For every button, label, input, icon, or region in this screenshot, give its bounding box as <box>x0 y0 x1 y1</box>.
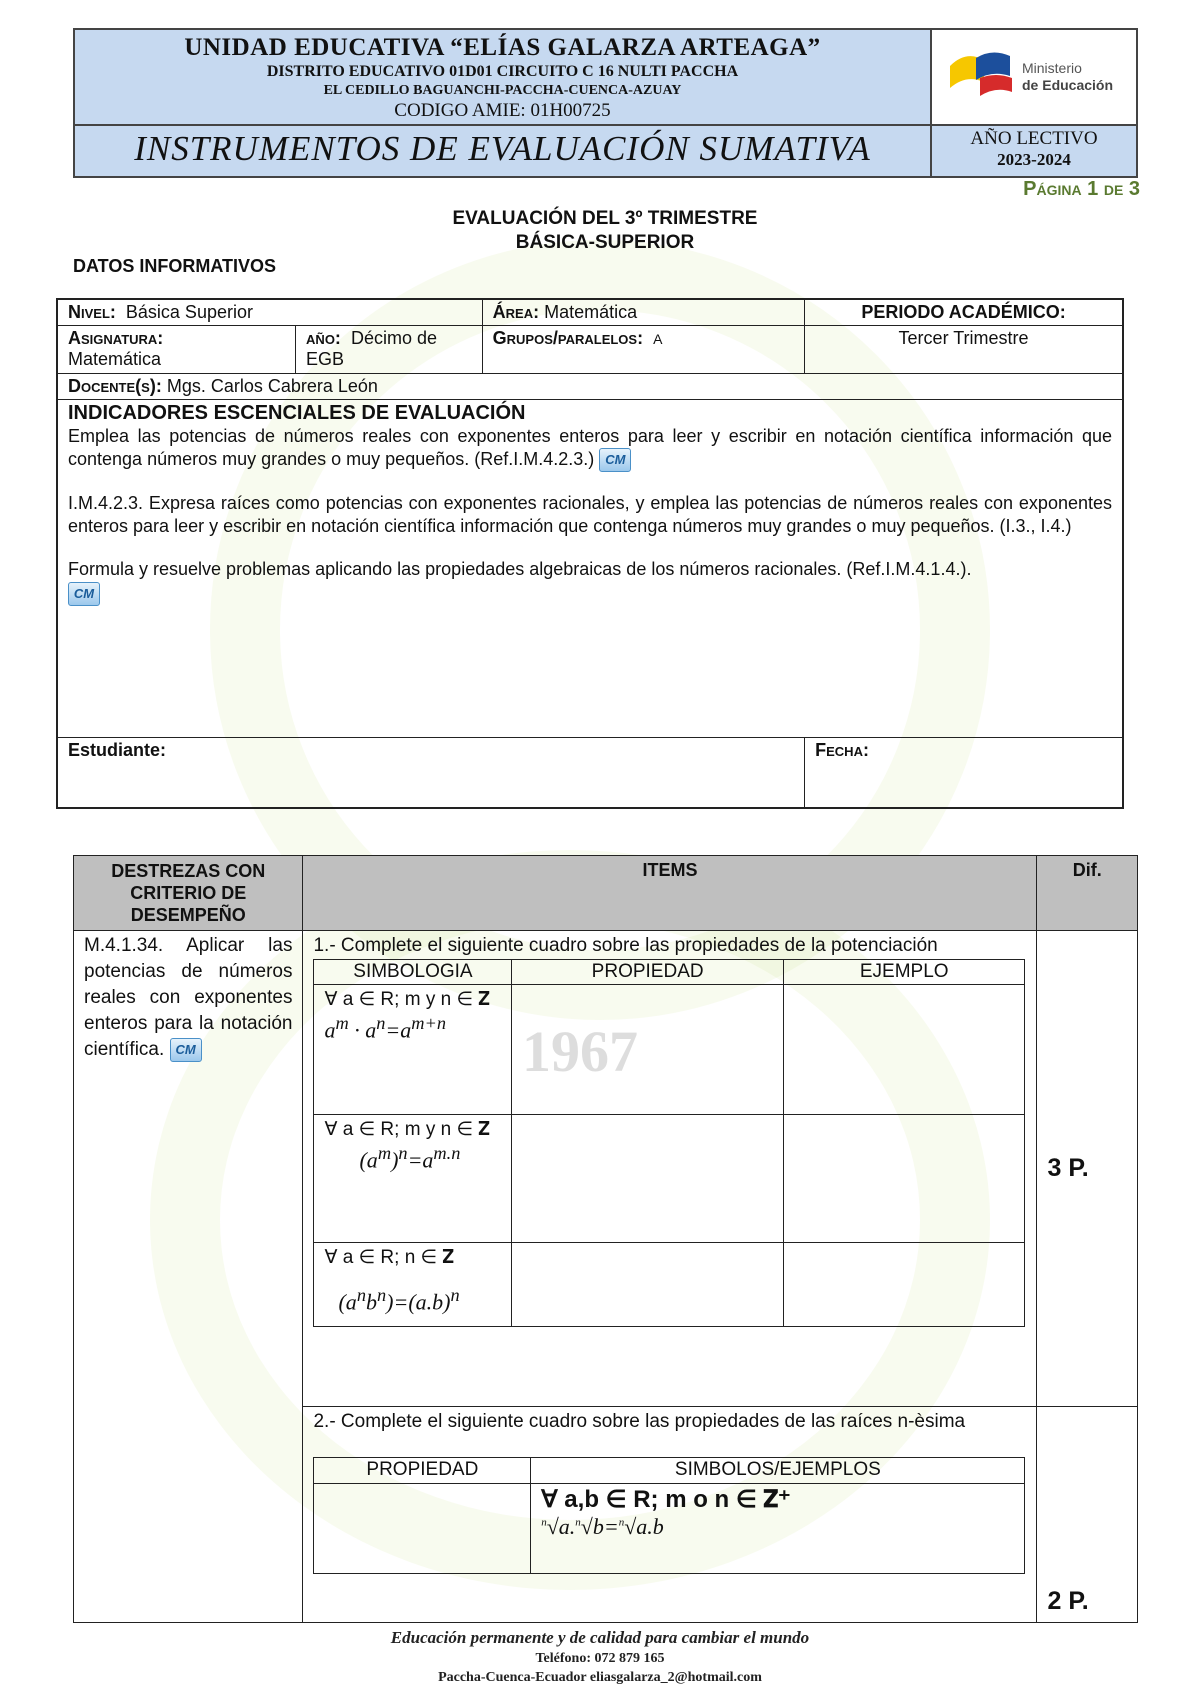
school-location: EL CEDILLO BAGUANCHI-PACCHA-CUENCA-AZUAY <box>323 83 682 98</box>
school-year: 2023-2024 <box>997 150 1071 169</box>
formula-product-power: $(a^nb^n)=(a.b)^n$ <box>338 1285 460 1315</box>
formula-power-of-power: $(a^m)^n=a^{m.n}$ <box>359 1143 461 1173</box>
datos-informativos: DATOS INFORMATIVOS <box>73 256 277 276</box>
question-2-cell <box>303 1407 1037 1623</box>
q1-header-simbologia: SIMBOLOGIA <box>314 960 512 985</box>
evaluation-title: EVALUACIÓN DEL 3º TRIMESTRE <box>452 208 758 229</box>
asignatura-value: Matemática <box>68 349 162 369</box>
anio-value: Décimo de EGB <box>306 328 437 369</box>
school-year-label: AÑO LECTIVO <box>970 128 1098 149</box>
area-cell: Área: Matemática <box>482 299 804 326</box>
page-number: Página 1 de 3 <box>1023 178 1140 200</box>
indicadores-cell <box>57 400 1123 738</box>
q1-row-2-symbol: ∀ a ∈ R; m y n ∈ 𝐙 $(a^m)^n=a^{m.n}$ <box>314 1115 512 1243</box>
q1-row-1-symbol: ∀ a ∈ R; m y n ∈ 𝐙 $a^m \cdot a^n=a^{m+n}$ <box>314 985 512 1115</box>
q2-header-simbolos: SIMBOLOS/EJEMPLOS <box>531 1458 1025 1484</box>
nivel-value: Básica Superior <box>125 302 253 322</box>
document-title-box <box>73 126 932 178</box>
periodo-label: PERIODO ACADÉMICO: <box>805 299 1123 326</box>
indicador-2: I.M.4.2.3. Expresa raíces como potencias con exponentes racionales, y emplea las potencias de números reales con exponentes enteros para leer y escribir en notación científica información que contenga números muy grandes o muy pequeños. (I.3., I.4.) <box>68 493 1112 537</box>
estudiante-label: Estudiante: <box>68 740 167 760</box>
q1-row-1-propiedad-input[interactable] <box>512 985 784 1115</box>
question-1-cell <box>303 931 1037 1407</box>
q1-row-3-ejemplo-input[interactable] <box>783 1243 1025 1327</box>
school-district: DISTRITO EDUCATIVO 01D01 CIRCUITO C 16 NULTI PACCHA <box>266 63 739 80</box>
footer-phone: Teléfono: 072 879 165 <box>535 1651 665 1666</box>
area-value: Matemática <box>544 302 638 322</box>
school-amie: CODIGO AMIE: 01H00725 <box>394 100 611 121</box>
ecuador-flag-icon <box>946 48 1016 104</box>
raices-table <box>313 1457 1025 1574</box>
q2-propiedad-input[interactable] <box>314 1484 531 1574</box>
q1-row-3-propiedad-input[interactable] <box>512 1243 784 1327</box>
q1-points: 3 P. <box>1037 931 1138 1407</box>
docente-value: Mgs. Carlos Cabrera León <box>166 376 378 396</box>
document-title: INSTRUMENTOS DE EVALUACIÓN SUMATIVA <box>134 129 871 168</box>
grupos-value: A <box>653 331 663 347</box>
indicador-1: Emplea las potencias de números reales con exponentes enteros para leer y escribir en notación científica información que contenga números muy grandes o muy pequeños. (Ref.I.M.4.2.3.) CM <box>68 425 1112 472</box>
grupos-cell: Grupos/paralelos: A <box>482 326 804 374</box>
indicadores-title: INDICADORES ESCENCIALES DE EVALUACIÓN <box>68 402 526 424</box>
q1-row-1-ejemplo-input[interactable] <box>783 985 1025 1115</box>
potenciacion-table <box>313 959 1025 1327</box>
col-items-header: ITEMS <box>303 856 1037 931</box>
watermark-year: 1967 <box>522 1019 638 1084</box>
q1-row-3-symbol: ∀ a ∈ R; n ∈ 𝐙 $(a^nb^n)=(a.b)^n$ <box>314 1243 512 1327</box>
ministry-logo <box>932 28 1138 126</box>
asignatura-cell: Asignatura: Matemática <box>57 326 296 374</box>
evaluation-table <box>73 855 1138 1623</box>
q2-header-propiedad: PROPIEDAD <box>314 1458 531 1484</box>
col-destrezas-header: DESTREZAS CON CRITERIO DE DESEMPEÑO <box>74 856 303 931</box>
cm-icon: CM <box>599 448 631 472</box>
ministry-name: Ministerio de Educación <box>1022 60 1114 93</box>
question-1-text: 1.- Complete el siguiente cuadro sobre las propiedades de la potenciación <box>313 935 938 956</box>
destreza-text: M.4.1.34. Aplicar las potencias de números reales con exponentes enteros para la notación científica. <box>84 935 293 1060</box>
formula-product-powers: $a^m \cdot a^n=a^{m+n}$ <box>324 1013 447 1043</box>
cm-icon: CM <box>170 1038 202 1062</box>
periodo-value: Tercer Trimestre <box>805 326 1123 374</box>
indicador-3: Formula y resuelve problemas aplicando las propiedades algebraicas de los números racionales. (Ref.I.M.4.1.4.). CM <box>68 558 1112 605</box>
footer-slogan: Educación permanente y de calidad para cambiar el mundo <box>390 1628 810 1647</box>
school-info <box>73 28 932 126</box>
q1-header-propiedad: PROPIEDAD <box>512 960 784 985</box>
anio-cell: año: Décimo de EGB <box>296 326 483 374</box>
q1-row-2-propiedad-input[interactable] <box>512 1115 784 1243</box>
evaluation-subtitle: BÁSICA-SUPERIOR <box>515 232 695 253</box>
docente-cell: Docente(s): Mgs. Carlos Cabrera León <box>57 374 1123 400</box>
fecha-label: Fecha: <box>815 740 869 760</box>
question-2-text: 2.- Complete el siguiente cuadro sobre las propiedades de las raíces n-èsima <box>313 1411 966 1432</box>
q2-symbol: ∀ a,b ∈ R; m o n ∈ 𝐙⁺ $^n$√a.$^n$√b=$^n$√a.b <box>531 1484 1025 1574</box>
school-year-box <box>932 126 1138 178</box>
fecha-field[interactable] <box>805 738 1123 808</box>
school-name: UNIDAD EDUCATIVA “ELÍAS GALARZA ARTEAGA” <box>184 34 821 61</box>
nivel-cell: Nivel: Básica Superior <box>57 299 482 326</box>
info-table <box>56 298 1124 809</box>
document-header <box>73 28 1138 178</box>
footer-address: Paccha-Cuenca-Ecuador eliasgalarza_2@hotmail.com <box>438 1670 762 1685</box>
q2-points: 2 P. <box>1037 1407 1138 1623</box>
destreza-cell <box>74 931 303 1623</box>
col-dif-header: Dif. <box>1037 856 1138 931</box>
cm-icon: CM <box>68 582 100 606</box>
estudiante-field[interactable] <box>57 738 805 808</box>
formula-root-product: $^n$√a.$^n$√b=$^n$√a.b <box>541 1514 664 1539</box>
q1-row-2-ejemplo-input[interactable] <box>783 1115 1025 1243</box>
q1-header-ejemplo: EJEMPLO <box>783 960 1025 985</box>
